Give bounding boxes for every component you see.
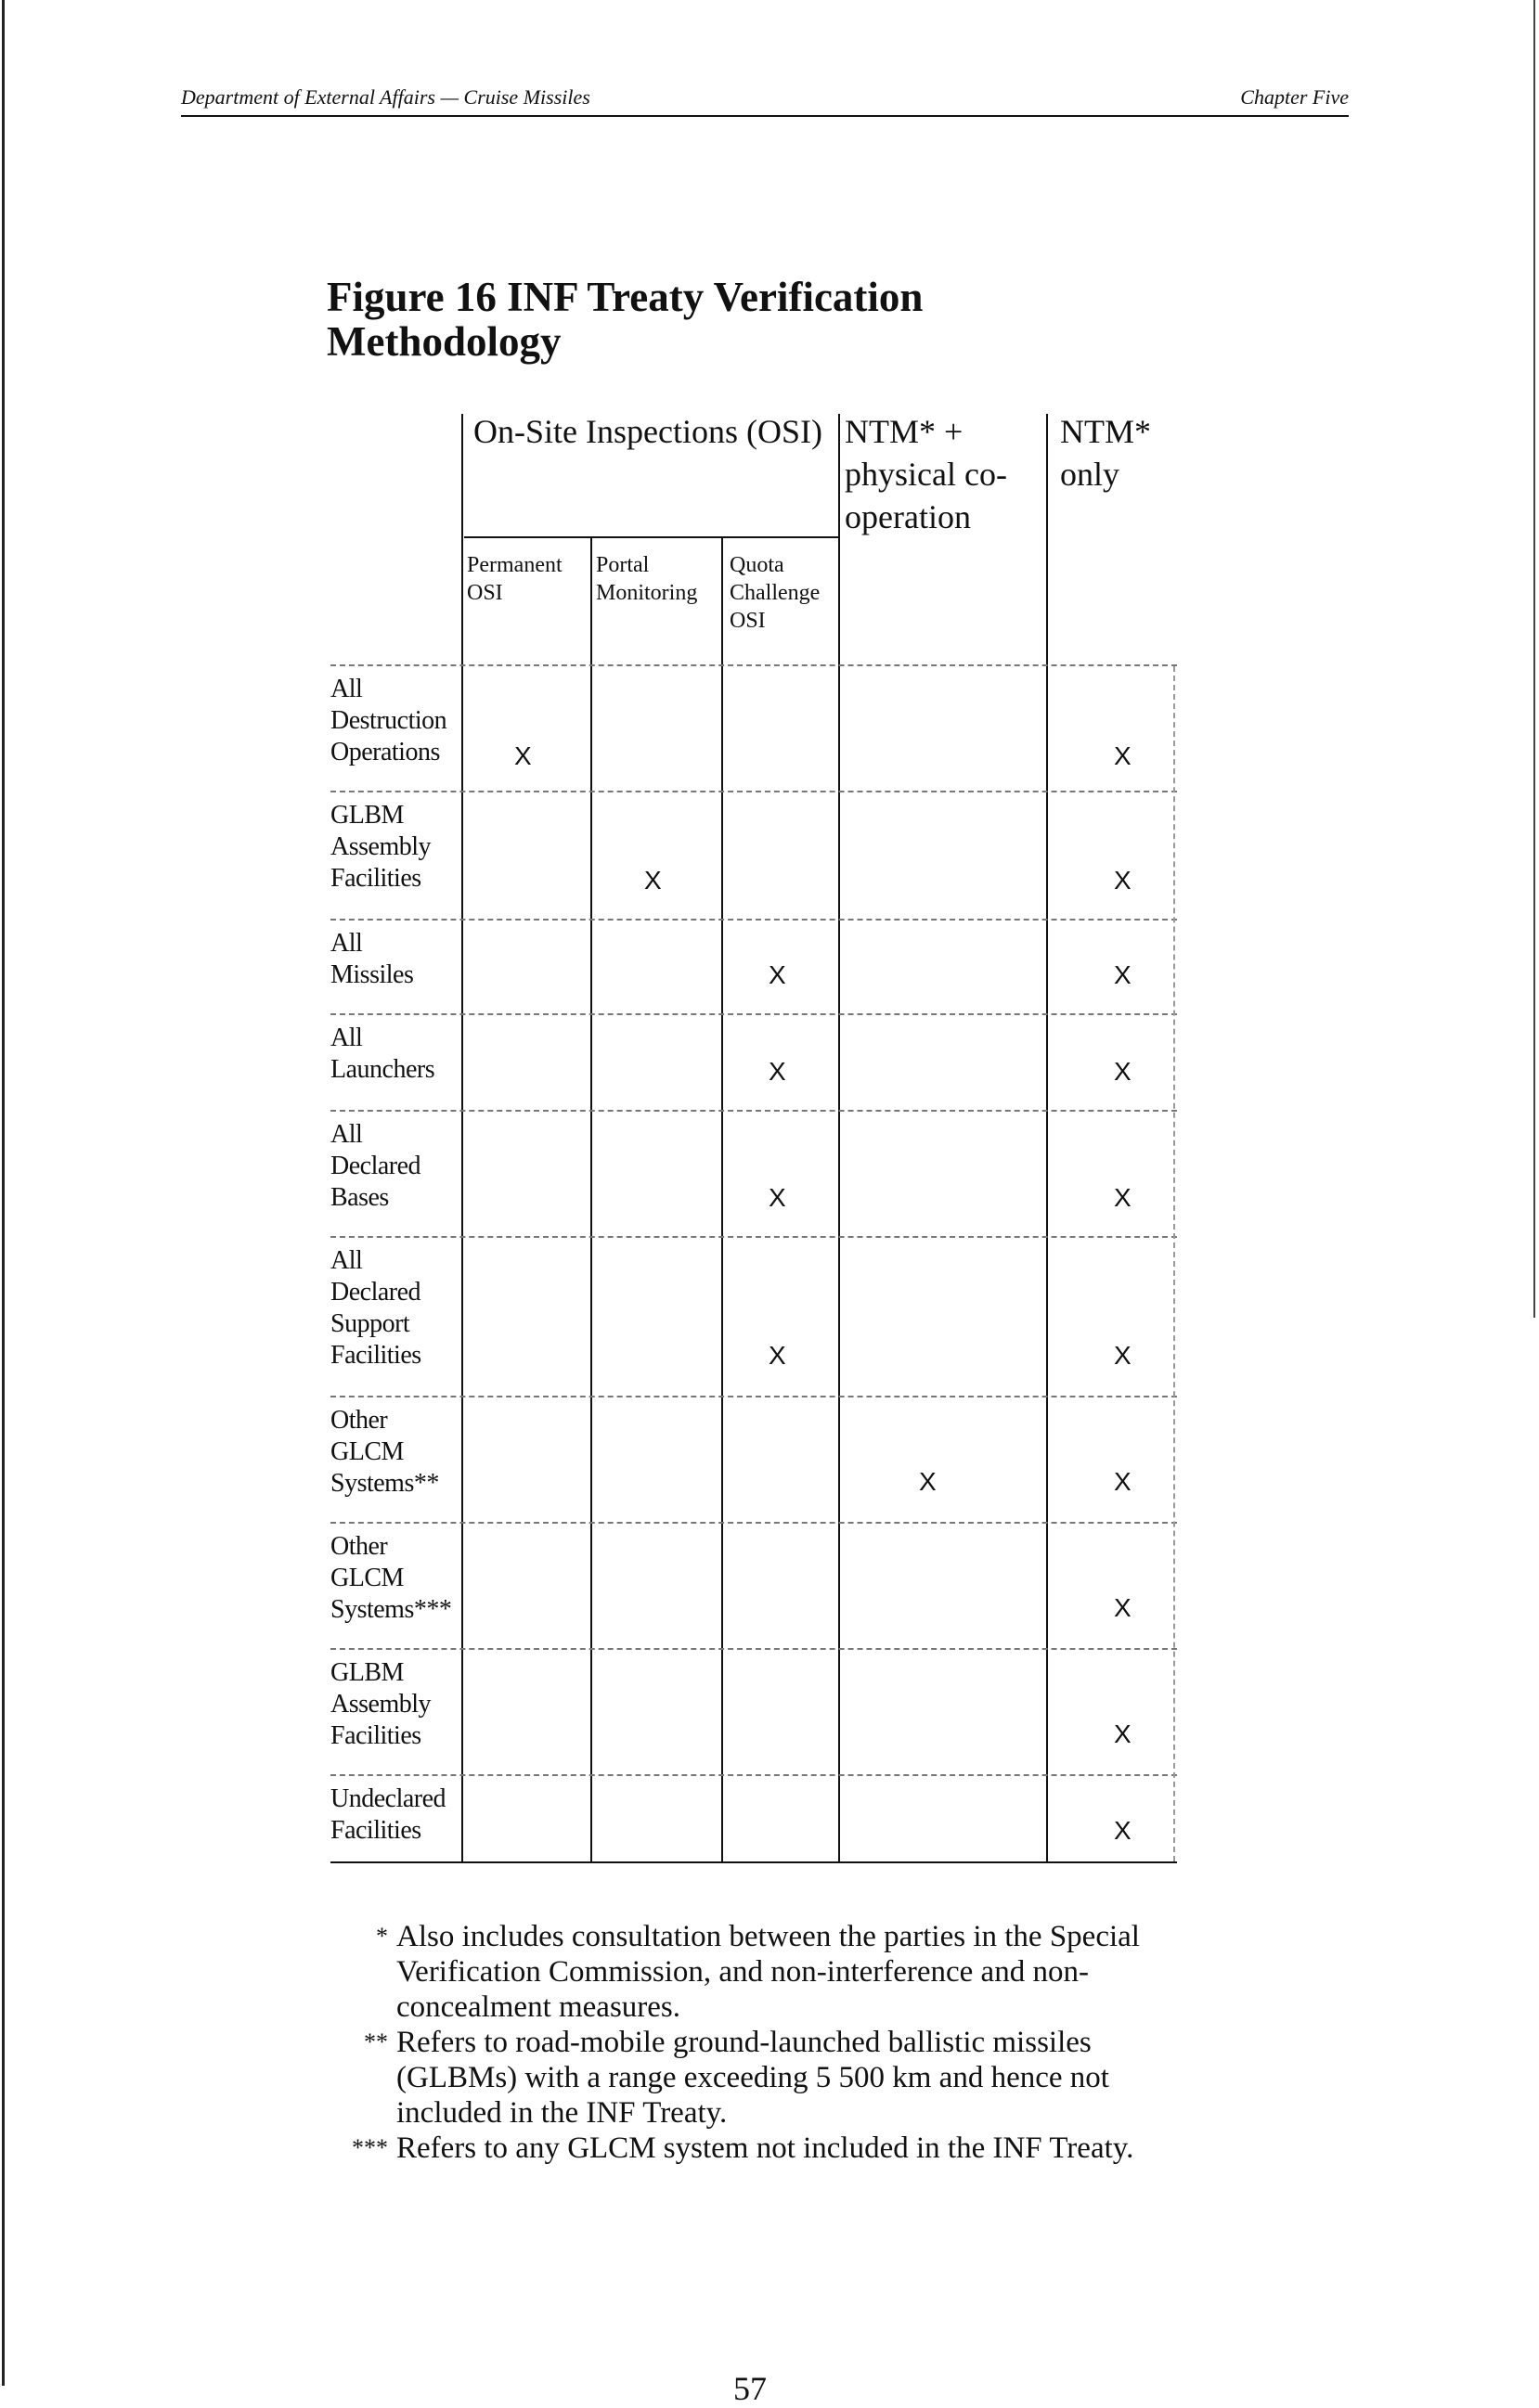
- subheader-portal-monitoring: Portal Monitoring: [596, 553, 698, 605]
- mark-launchers-quota-challenge: X: [769, 1057, 786, 1086]
- subheader-quota-challenge-osi: Quota Challenge OSI: [730, 553, 821, 633]
- row-separator: [330, 919, 1177, 921]
- footnotes: [352, 1919, 1179, 2166]
- column-rule-osi-left: [461, 414, 463, 1863]
- footnote-1-symbol: *: [376, 1923, 388, 1950]
- column-rule-ntm-coop-left: [838, 414, 840, 1863]
- mark-glcm-3-ntm-only: X: [1114, 1593, 1132, 1622]
- mark-glbm-assembly-2-ntm-only: X: [1114, 1719, 1132, 1748]
- subheader-permanent-osi: Permanent OSI: [467, 553, 563, 605]
- osi-subheader-rule: [464, 536, 838, 538]
- row-separator: [330, 664, 1177, 666]
- table-right-edge: [1173, 666, 1175, 1861]
- mark-launchers-ntm-only: X: [1114, 1057, 1132, 1086]
- footnote-1: [362, 1919, 1179, 2025]
- row-label-all-launchers: All Launchers: [330, 1024, 435, 1084]
- row-label-undeclared-facilities: Undeclared Facilities: [330, 1784, 446, 1845]
- row-label-glbm-assembly-facilities-2: GLBM Assembly Facilities: [330, 1658, 431, 1750]
- row-label-other-glcm-systems-3: Other GLCM Systems***: [330, 1532, 452, 1624]
- footnote-2-symbol: **: [364, 2028, 388, 2055]
- mark-glcm-2-ntm-cooperation: X: [919, 1467, 937, 1496]
- row-label-declared-support-facilities: All Declared Support Facilities: [330, 1246, 421, 1370]
- footnote-1-text: Also includes consultation between the parties in the Special Verification Commission, and non-interference and non-concealment measures.: [396, 1920, 1140, 2024]
- group-header-ntm-only: NTM* only: [1060, 413, 1151, 493]
- row-separator: [330, 791, 1177, 792]
- column-rule-portal-left: [590, 538, 592, 1863]
- running-header: [181, 85, 1349, 113]
- mark-destruction-permanent-osi: X: [514, 741, 532, 770]
- footnote-3-text: Refers to any GLCM system not included in the INF Treaty.: [396, 2131, 1134, 2165]
- page-edge-right: [1533, 0, 1535, 1318]
- figure-title: Figure 16 INF Treaty Verification Methodology: [327, 274, 924, 365]
- row-separator: [330, 1774, 1177, 1776]
- footnote-3-symbol: ***: [352, 2134, 388, 2161]
- row-separator: [330, 1236, 1177, 1238]
- mark-missiles-quota-challenge: X: [769, 960, 786, 989]
- header-left-text: Department of External Affairs — Cruise Missiles: [181, 85, 590, 109]
- header-right-text: Chapter Five: [1240, 85, 1349, 109]
- row-label-other-glcm-systems-2: Other GLCM Systems**: [330, 1406, 439, 1498]
- mark-glcm-2-ntm-only: X: [1114, 1467, 1132, 1496]
- group-header-ntm-cooperation: NTM* + physical co-operation: [845, 413, 1007, 535]
- page-number: 57: [733, 2370, 767, 2407]
- column-rule-quota-left: [721, 538, 723, 1863]
- group-header-osi: On-Site Inspections (OSI): [473, 413, 822, 450]
- row-separator: [330, 1013, 1177, 1015]
- footnote-2-text: Refers to road-mobile ground-launched ballistic missiles (GLBMs) with a range exceeding 5 500 km and hence not included in the INF Treaty.: [396, 2026, 1109, 2130]
- row-label-glbm-assembly-facilities: GLBM Assembly Facilities: [330, 801, 431, 893]
- header-rule: [181, 115, 1349, 117]
- row-label-declared-bases: All Declared Bases: [330, 1120, 421, 1212]
- mark-undeclared-ntm-only: X: [1114, 1816, 1132, 1845]
- mark-glbm-assembly-portal-monitoring: X: [644, 866, 662, 895]
- mark-support-facilities-ntm-only: X: [1114, 1341, 1132, 1370]
- row-separator: [330, 1648, 1177, 1650]
- mark-glbm-assembly-ntm-only: X: [1114, 866, 1132, 895]
- row-separator: [330, 1396, 1177, 1397]
- mark-missiles-ntm-only: X: [1114, 960, 1132, 989]
- footnote-3: [352, 2131, 1179, 2166]
- row-label-destruction-operations: All Destruction Operations: [330, 675, 447, 766]
- mark-support-facilities-quota-challenge: X: [769, 1341, 786, 1370]
- column-rule-ntm-only-left: [1046, 414, 1048, 1863]
- mark-bases-quota-challenge: X: [769, 1183, 786, 1212]
- row-separator: [330, 1110, 1177, 1112]
- page-edge-left: [2, 0, 5, 2386]
- table-bottom-rule: [330, 1861, 1177, 1863]
- mark-bases-ntm-only: X: [1114, 1183, 1132, 1212]
- footnote-2: [362, 2025, 1179, 2131]
- row-label-all-missiles: All Missiles: [330, 929, 414, 989]
- mark-destruction-ntm-only: X: [1114, 741, 1132, 770]
- row-separator: [330, 1522, 1177, 1524]
